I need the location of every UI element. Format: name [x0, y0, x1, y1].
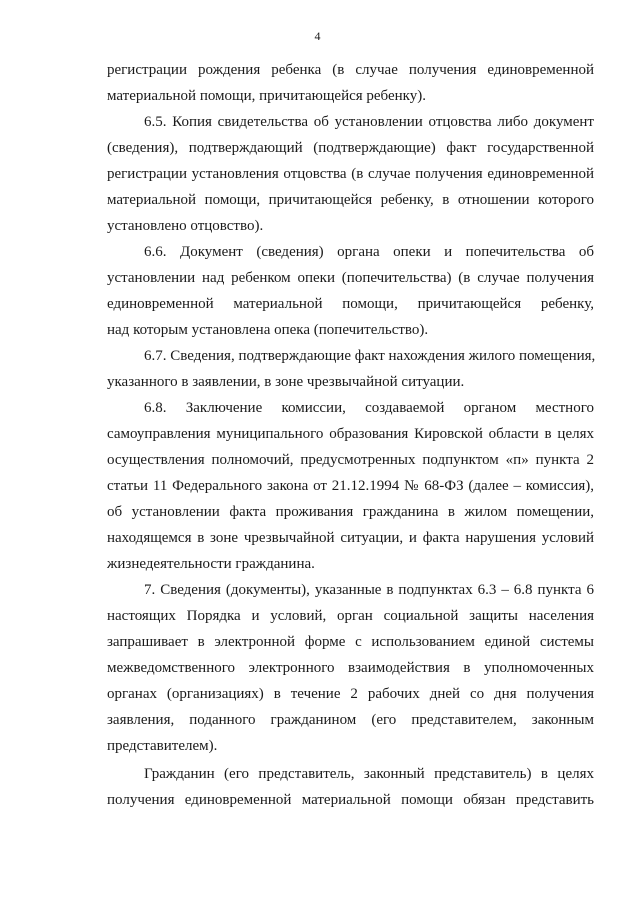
text-line: жизнедеятельности гражданина.	[107, 556, 315, 572]
text-line: запрашивает в электронной форме с использованием единой системы	[107, 634, 594, 650]
text-line: получения единовременной материальной помощи обязан представить	[107, 792, 594, 808]
text-line: установлении над ребенком опеки (попечительства) (в случае получения	[107, 270, 594, 286]
text-line: 6.8. Заключение комиссии, создаваемой органом местного	[144, 400, 594, 416]
text-line: находящемся в зоне чрезвычайной ситуации, и факта нарушения условий	[107, 530, 594, 546]
text-line: самоуправления муниципального образования Кировской области в целях	[107, 426, 594, 442]
text-line: заявления, поданного гражданином (его представителем, законным	[107, 712, 594, 728]
text-line: единовременной материальной помощи, причитающейся ребенку,	[107, 296, 594, 312]
text-line: 6.7. Сведения, подтверждающие факт нахождения жилого помещения,	[144, 348, 596, 364]
text-line: осуществления полномочий, предусмотренных подпунктом «п» пункта 2	[107, 452, 594, 468]
text-line: установлено отцовство).	[107, 218, 264, 234]
text-line: настоящих Порядка и условий, орган социальной защиты населения	[107, 608, 594, 624]
text-line: 6.5. Копия свидетельства об установлении отцовства либо документ	[144, 114, 594, 130]
text-line: регистрации установления отцовства (в случае получения единовременной	[107, 166, 594, 182]
text-line: представителем).	[107, 738, 218, 754]
text-line: 6.6. Документ (сведения) органа опеки и попечительства об	[144, 244, 594, 260]
page-number: 4	[314, 29, 321, 43]
text-line: органах (организациях) в течение 2 рабочих дней со дня получения	[107, 686, 594, 702]
text-line: 7. Сведения (документы), указанные в подпунктах 6.3 – 6.8 пункта 6	[144, 582, 594, 598]
text-line: над которым установлена опека (попечительство).	[107, 322, 429, 338]
text-line: (сведения), подтверждающий (подтверждающие) факт государственной	[107, 140, 594, 156]
text-line: материальной помощи, причитающейся ребенку, в отношении которого	[107, 192, 594, 208]
text-line: материальной помощи, причитающейся ребенку).	[107, 88, 426, 104]
text-line: указанного в заявлении, в зоне чрезвычайной ситуации.	[107, 374, 465, 390]
text-line: об установлении факта проживания гражданина в жилом помещении,	[107, 504, 594, 520]
text-line: Гражданин (его представитель, законный представитель) в целях	[144, 766, 594, 782]
text-line: регистрации рождения ребенка (в случае получения единовременной	[107, 62, 594, 78]
text-line: статьи 11 Федерального закона от 21.12.1994 № 68-ФЗ (далее – комиссия),	[107, 478, 594, 494]
text-line: межведомственного электронного взаимодействия в уполномоченных	[107, 660, 594, 676]
